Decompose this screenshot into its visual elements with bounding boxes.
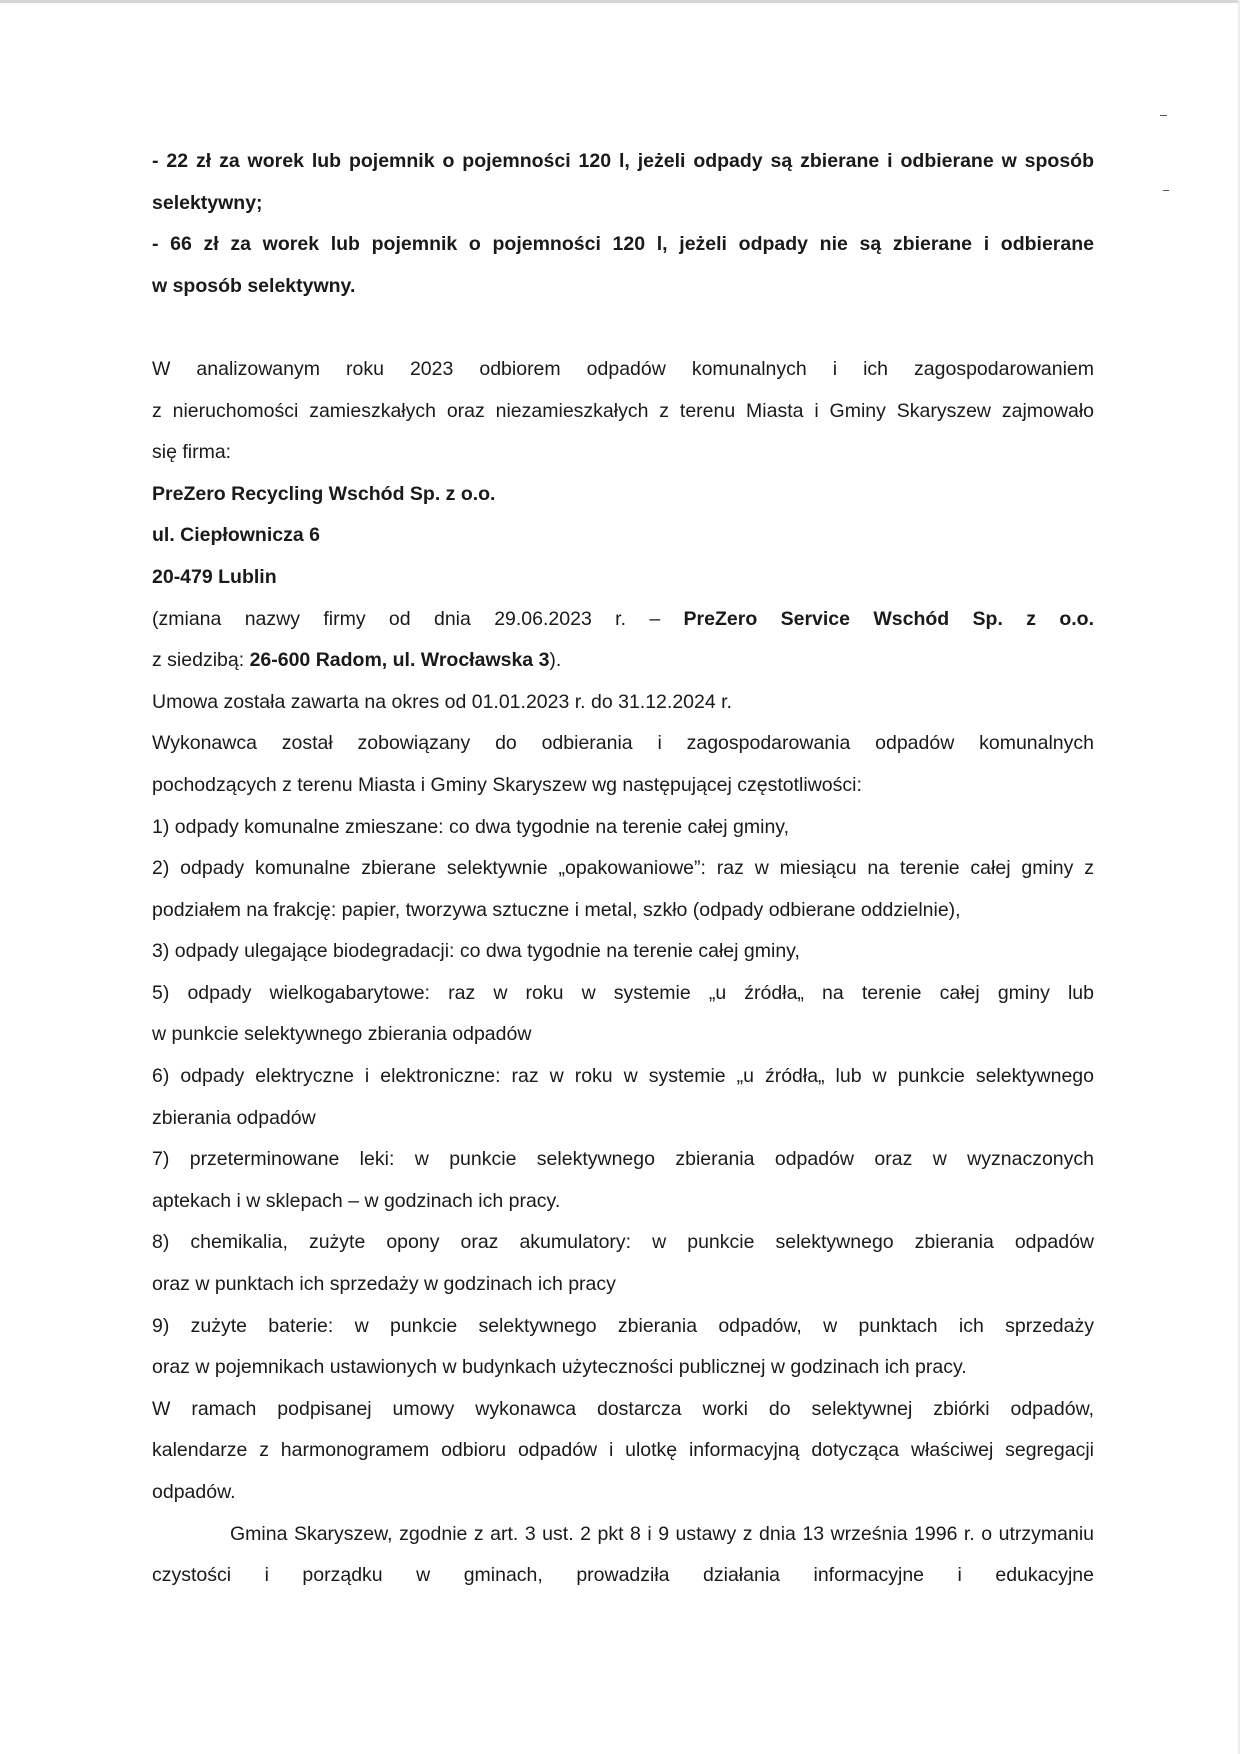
company-city: 20-479 Lublin (152, 565, 277, 588)
supplies-line: W ramach podpisanej umowy wykonawca dostarcza worki do selektywnej zbiórki odpadów, (152, 1397, 1094, 1420)
list-item: 8) chemikalia, zużyte opony oraz akumulatory: w punkcie selektywnego zbierania odpadów (152, 1231, 1094, 1254)
fee-line: selektywny; (152, 191, 263, 214)
company-street: ul. Ciepłownicza 6 (152, 524, 320, 547)
scan-mark (1160, 115, 1167, 116)
rename-line-2 (152, 640, 1094, 682)
scan-mark (1163, 190, 1169, 191)
list-item: 3) odpady ulegające biodegradacji: co dwa tygodnie na terenie całej gminy, (152, 940, 800, 963)
closing-line: czystości i porządku w gminach, prowadziła działania informacyjne i edukacyjne (152, 1564, 1094, 1587)
list-item-cont: oraz w pojemnikach ustawionych w budynkach użyteczności publicznej w godzinach ich pracy. (152, 1356, 967, 1379)
list-item-cont: podziałem na frakcję: papier, tworzywa sztuczne i metal, szkło (odpady odbierane oddzielnie), (152, 898, 961, 921)
fee-line: - 66 zł za worek lub pojemnik o pojemności 120 l, jeżeli odpady nie są zbierane i odbierane (152, 233, 1094, 256)
list-item-cont: aptekach i w sklepach – w godzinach ich pracy. (152, 1189, 561, 1212)
intro-line: się firma: (152, 441, 232, 464)
rename-prefix: (zmiana nazwy firmy od dnia 29.06.2023 r. – (152, 607, 661, 630)
obligation-line: Wykonawca został zobowiązany do odbierania i zagospodarowania odpadów komunalnych (152, 732, 1094, 755)
rename-line-1 (152, 599, 1094, 641)
scan-edge-top (0, 0, 1240, 3)
paragraph-gap (152, 307, 1094, 349)
obligation-line: pochodzących z terenu Miasta i Gminy Skaryszew wg następującej częstotliwości: (152, 773, 862, 796)
fee-line: w sposób selektywny. (152, 274, 356, 297)
list-item: 6) odpady elektryczne i elektroniczne: raz w roku w systemie „u źródła„ lub w punkcie selektywnego (152, 1065, 1094, 1088)
list-item-cont: oraz w punktach ich sprzedaży w godzinach ich pracy (152, 1273, 616, 1296)
list-item: 7) przeterminowane leki: w punkcie selektywnego zbierania odpadów oraz w wyznaczonych (152, 1148, 1094, 1171)
supplies-line: kalendarze z harmonogramem odbioru odpadów i ulotkę informacyjną dotycząca właściwej segregacji (152, 1439, 1094, 1462)
seat-address: 26-600 Radom, ul. Wrocławska 3 (249, 649, 550, 672)
intro-line: z nieruchomości zamieszkałych oraz niezamieszkałych z terenu Miasta i Gminy Skaryszew zajmowało (152, 399, 1094, 422)
list-item: 9) zużyte baterie: w punkcie selektywnego zbierania odpadów, w punktach ich sprzedaży (152, 1314, 1094, 1337)
contract-period: Umowa została zawarta na okres od 01.01.2023 r. do 31.12.2024 r. (152, 690, 732, 713)
company-name: PreZero Recycling Wschód Sp. z o.o. (152, 482, 496, 505)
list-item: 5) odpady wielkogabarytowe: raz w roku w systemie „u źródła„ na terenie całej gminy lub (152, 981, 1094, 1004)
seat-suffix: ). (549, 649, 562, 672)
list-item: 2) odpady komunalne zbierane selektywnie „opakowaniowe”: raz w miesiącu na terenie całej gminy z (152, 857, 1094, 880)
list-item: 1) odpady komunalne zmieszane: co dwa tygodnie na terenie całej gminy, (152, 815, 790, 838)
intro-line: W analizowanym roku 2023 odbiorem odpadów komunalnych i ich zagospodarowaniem (152, 357, 1094, 380)
document-page (152, 141, 1094, 1597)
fee-line: - 22 zł za worek lub pojemnik o pojemności 120 l, jeżeli odpady są zbierane i odbierane w sposób (152, 150, 1094, 172)
supplies-line: odpadów. (152, 1481, 236, 1503)
rename-new-company: PreZero Service Wschód Sp. z o.o. (683, 607, 1094, 630)
list-item-cont: zbierania odpadów (152, 1106, 316, 1129)
list-item-cont: w punkcie selektywnego zbierania odpadów (152, 1023, 532, 1046)
seat-label: z siedzibą: (152, 649, 245, 672)
closing-line: Gmina Skaryszew, zgodnie z art. 3 ust. 2 pkt 8 i 9 ustawy z dnia 13 września 1996 r. o utrzymaniu (230, 1522, 1094, 1545)
